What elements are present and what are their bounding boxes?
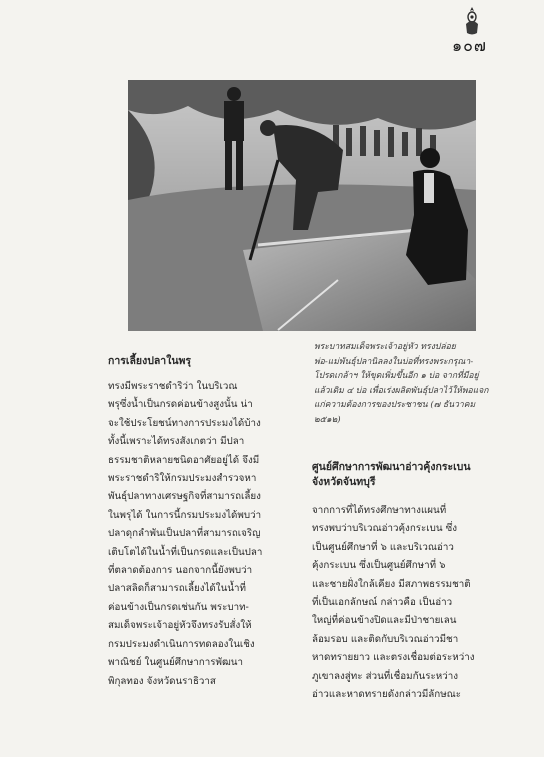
- heading-line: จังหวัดจันทบุรี: [312, 476, 376, 488]
- caption-line: แล้วเดิม ๔ บ่อ เพื่อเร่งผลิตพันธุ์ปลาไว้ให้พอแจก: [314, 385, 489, 396]
- section-heading: การเลี้ยงปลาในพรุ: [108, 355, 192, 367]
- text-line: จากการที่ได้ทรงศึกษาทางแผนที่: [312, 505, 447, 516]
- text-line: ทรงพบว่าบริเวณอ่าวคุ้งกระเบน ซึ่ง: [312, 523, 458, 535]
- text-line: ปลาสลิดก็สามารถเลี้ยงได้ในน้ำที่: [108, 583, 246, 595]
- text-line: ค่อนข้างเป็นกรดเช่นกัน พระบาท-: [108, 601, 249, 613]
- photo-caption: [314, 340, 500, 428]
- royal-emblem-icon: [463, 6, 481, 36]
- text-line: อ่าวและหาดทรายดังกล่าวมีลักษณะ: [312, 689, 462, 701]
- text-line: ทั้งนี้เพราะได้ทรงสังเกตว่า มีปลา: [108, 436, 245, 448]
- text-line: พระราชดำริให้กรมประมงสำรวจหา: [108, 473, 257, 485]
- text-line: ที่ตลาดต้องการ นอกจากนี้ยังพบว่า: [108, 565, 253, 577]
- text-line: ธรรมชาติหลายชนิดอาศัยอยู่ได้ จึงมี: [108, 454, 260, 466]
- text-line: พิกุลทอง จังหวัดนราธิวาส: [108, 675, 216, 687]
- text-line: ปลาดุกลำพันเป็นปลาที่สามารถเจริญ: [108, 528, 261, 540]
- text-line: พรุซึ่งน้ำเป็นกรดค่อนข้างสูงนั้น น่า: [108, 399, 253, 411]
- caption-line: ๒๕๑๒): [314, 414, 341, 425]
- text-line: สมเด็จพระเจ้าอยู่หัวจึงทรงรับสั่งให้: [108, 620, 252, 632]
- text-line: คุ้งกระเบน ซึ่งเป็นศูนย์ศึกษาที่ ๖: [312, 560, 446, 572]
- text-line: และชายฝั่งใกล้เคียง มีสภาพธรรมชาติ: [312, 578, 471, 590]
- section-body: [312, 502, 506, 704]
- text-line: กรมประมงดำเนินการทดลองในเชิง: [108, 638, 255, 650]
- caption-line: พระบาทสมเด็จพระเจ้าอยู่หัว ทรงปล่อย: [314, 342, 456, 352]
- text-line: ทรงมีพระราชดำริว่า ในบริเวณ: [108, 381, 238, 392]
- section-kung-krabaen-center: [312, 460, 506, 704]
- caption-line: โปรดเกล้าฯ ให้ขุดเพิ่มขึ้นอีก ๑ บ่อ จากที่มีอยู่: [314, 371, 479, 382]
- text-line: ใหญ่ที่ค่อนข้างปิดและมีป่าชายเลน: [312, 615, 457, 627]
- ceremony-photograph: [128, 80, 476, 331]
- heading-line: ศูนย์ศึกษาการพัฒนาอ่าวคุ้งกระเบน: [312, 461, 471, 473]
- text-line: พันธุ์ปลาทางเศรษฐกิจที่สามารถเลี้ยง: [108, 491, 261, 503]
- caption-line: แก่ความต้องการของประชาชน (๗ ธันวาคม: [314, 400, 476, 411]
- text-line: เป็นศูนย์ศึกษาที่ ๖ และบริเวณอ่าว: [312, 541, 454, 553]
- text-line: ในพรุได้ ในการนี้กรมประมงได้พบว่า: [108, 509, 262, 521]
- text-line: เติบโตได้ในน้ำที่เป็นกรดและเป็นปลา: [108, 546, 263, 558]
- text-line: จะใช้ประโยชน์ทางการประมงได้บ้าง: [108, 417, 261, 429]
- section-body: [108, 378, 306, 691]
- text-line: ล้อมรอบ และติดกับบริเวณอ่าวมีชา: [312, 633, 459, 645]
- page-number: ๑๐๗: [452, 36, 487, 55]
- section-fish-farming: [108, 354, 306, 691]
- text-line: ที่เป็นเอกลักษณ์ กล่าวคือ เป็นอ่าว: [312, 597, 453, 609]
- section-heading: [312, 460, 506, 490]
- text-line: พาณิชย์ ในศูนย์ศึกษาการพัฒนา: [108, 657, 243, 669]
- text-line: หาดทรายยาว และตรงเชื่อมต่อระหว่าง: [312, 652, 475, 664]
- text-line: ภูเขาลงสู่ทะ ส่วนที่เชื่อมกันระหว่าง: [312, 670, 458, 682]
- caption-line: พ่อ-แม่พันธุ์ปลานิลลงในบ่อที่ทรงพระกรุณา-: [314, 356, 474, 367]
